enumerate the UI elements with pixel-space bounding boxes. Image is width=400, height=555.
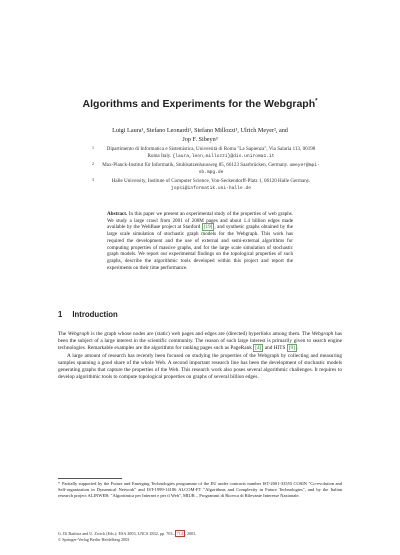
footnote-rule xyxy=(58,478,122,479)
text-run: . xyxy=(296,345,299,351)
citation-link[interactable]: [4] xyxy=(255,345,262,351)
affiliations xyxy=(92,146,322,194)
section-body xyxy=(58,331,342,382)
author-list xyxy=(90,127,310,144)
title-footnote-mark: * xyxy=(315,98,318,105)
paragraph-2: A large amount of research has recently been focused on studying the properties of the Webgraph by collecting and measuring samples spanning a good share of the whole Web. A second important research line has been the development of stochastic models generating graphs that capture the properties of the Web. This research work also poses several algorithmic challenges. It requires to develop algorithmic tools to compute topological properties on graphs of several billion edges. xyxy=(58,353,342,380)
title-text: Algorithms and Experiments for the Webgraph xyxy=(82,98,316,110)
affiliation-email[interactable]: umeyer@mpi-sb.mpg.de xyxy=(198,162,320,176)
citation-link[interactable]: [19] xyxy=(203,224,213,231)
text-run: has been the subject of a large interest in the scientific community. The reason of such large interest is primarily given to search engine technologies. Remarkable examples are the algorithms for ranking pages such as PageRank xyxy=(58,331,342,351)
affiliation-text: Halle University, Institute of Computer Science, Von-Seckendorff-Platz 1, 06120 Halle Germany. xyxy=(111,178,311,185)
text-run-italic: Webgraph xyxy=(67,331,90,337)
affiliation-email[interactable]: {laura,leon,millozzi}@dis.uniroma1.it xyxy=(172,153,275,159)
citation-link[interactable]: [9] xyxy=(288,345,295,351)
abstract-label: Abstract. xyxy=(107,211,128,217)
section-title: Introduction xyxy=(72,310,118,319)
affiliation-text: Dipartimento di Informatica e Sistemistica, Università di Roma "La Sapienza", Via Salaria 113, 00198 Roma Italy. xyxy=(106,146,316,159)
affiliation-3 xyxy=(92,178,322,193)
affiliation-number: 2 xyxy=(92,160,94,166)
affiliation-email[interactable]: jopsi@informatik.uni-halle.de xyxy=(171,185,251,191)
affiliation-1 xyxy=(92,146,322,161)
abstract-text-a: In this paper we present an experimental study of the properties of web graphs. We study a large crawl from 2001 of 200M pages and about 1.4 billion edges made available by the WebBase project at Stanford xyxy=(107,211,293,231)
footer-text: , 2003. xyxy=(184,531,197,536)
footer-copyright: © Springer-Verlag Berlin Heidelberg 2003 xyxy=(58,536,130,542)
authors-line-1: Luigi Laura¹, Stefano Leonardi¹, Stefano Millozzi¹, Ulrich Meyer², and xyxy=(112,127,288,134)
text-run: and HITS xyxy=(263,345,287,351)
affiliation-2 xyxy=(92,162,322,178)
paragraph-1 xyxy=(58,331,342,352)
text-run: is the graph whose nodes are (static) web pages and edges are (directed) hyperlinks among them. The xyxy=(89,331,312,337)
page-link[interactable]: 714 xyxy=(176,531,183,536)
footnote xyxy=(58,481,342,499)
text-run-italic: Webgraph xyxy=(311,331,334,337)
abstract xyxy=(107,211,293,271)
affiliation-number: 1 xyxy=(92,145,94,150)
footnote-text: Partially supported by the Future and Emerging Technologies programme of the EU under contracts number IST-2001-33555 COSIN "Co-evolution and Self-organization in Dynamical Network" and IST-1999-14186 ALCOM-FT "Algorithms and Complexity in Future Technologies", and by the Italian research project ALINWEB: "Algoritmica per Internet e per il Web", MIUR – Programmi di Ricerca di Rilevante Interesse Nazionale. xyxy=(58,481,342,498)
text-run: The xyxy=(58,331,68,337)
section-number: 1 xyxy=(58,310,63,319)
paper-title xyxy=(0,98,400,110)
publication-footer xyxy=(58,531,342,542)
footnote-mark: * xyxy=(58,481,60,486)
affiliation-number: 3 xyxy=(92,177,94,183)
section-heading xyxy=(58,310,128,319)
affiliation-text: Max-Planck-Institut für Informatik, Stuhlsatzenhausweg 85, 66123 Saarbrücken, Germany. xyxy=(102,161,289,168)
footer-text: G. Di Battista and U. Zwick (Eds.): ESA 2003, LNCS 2832, pp. 703– xyxy=(58,531,175,536)
abstract-text-b: , and synthetic graphs obtained by the large scale simulation of stochastic graph models for the Webgraph. This work has required the development and the use of external and semi-external algorithms for computing properties of massive graphs, and for the large scale simulation of stochastic graph models. We report our experimental findings on the topological properties of such graphs, describe the algorithmic tools developed within this project and report the experiments on their time performance. xyxy=(107,224,293,271)
authors-line-2: Jop F. Sibeyn³ xyxy=(182,135,218,143)
